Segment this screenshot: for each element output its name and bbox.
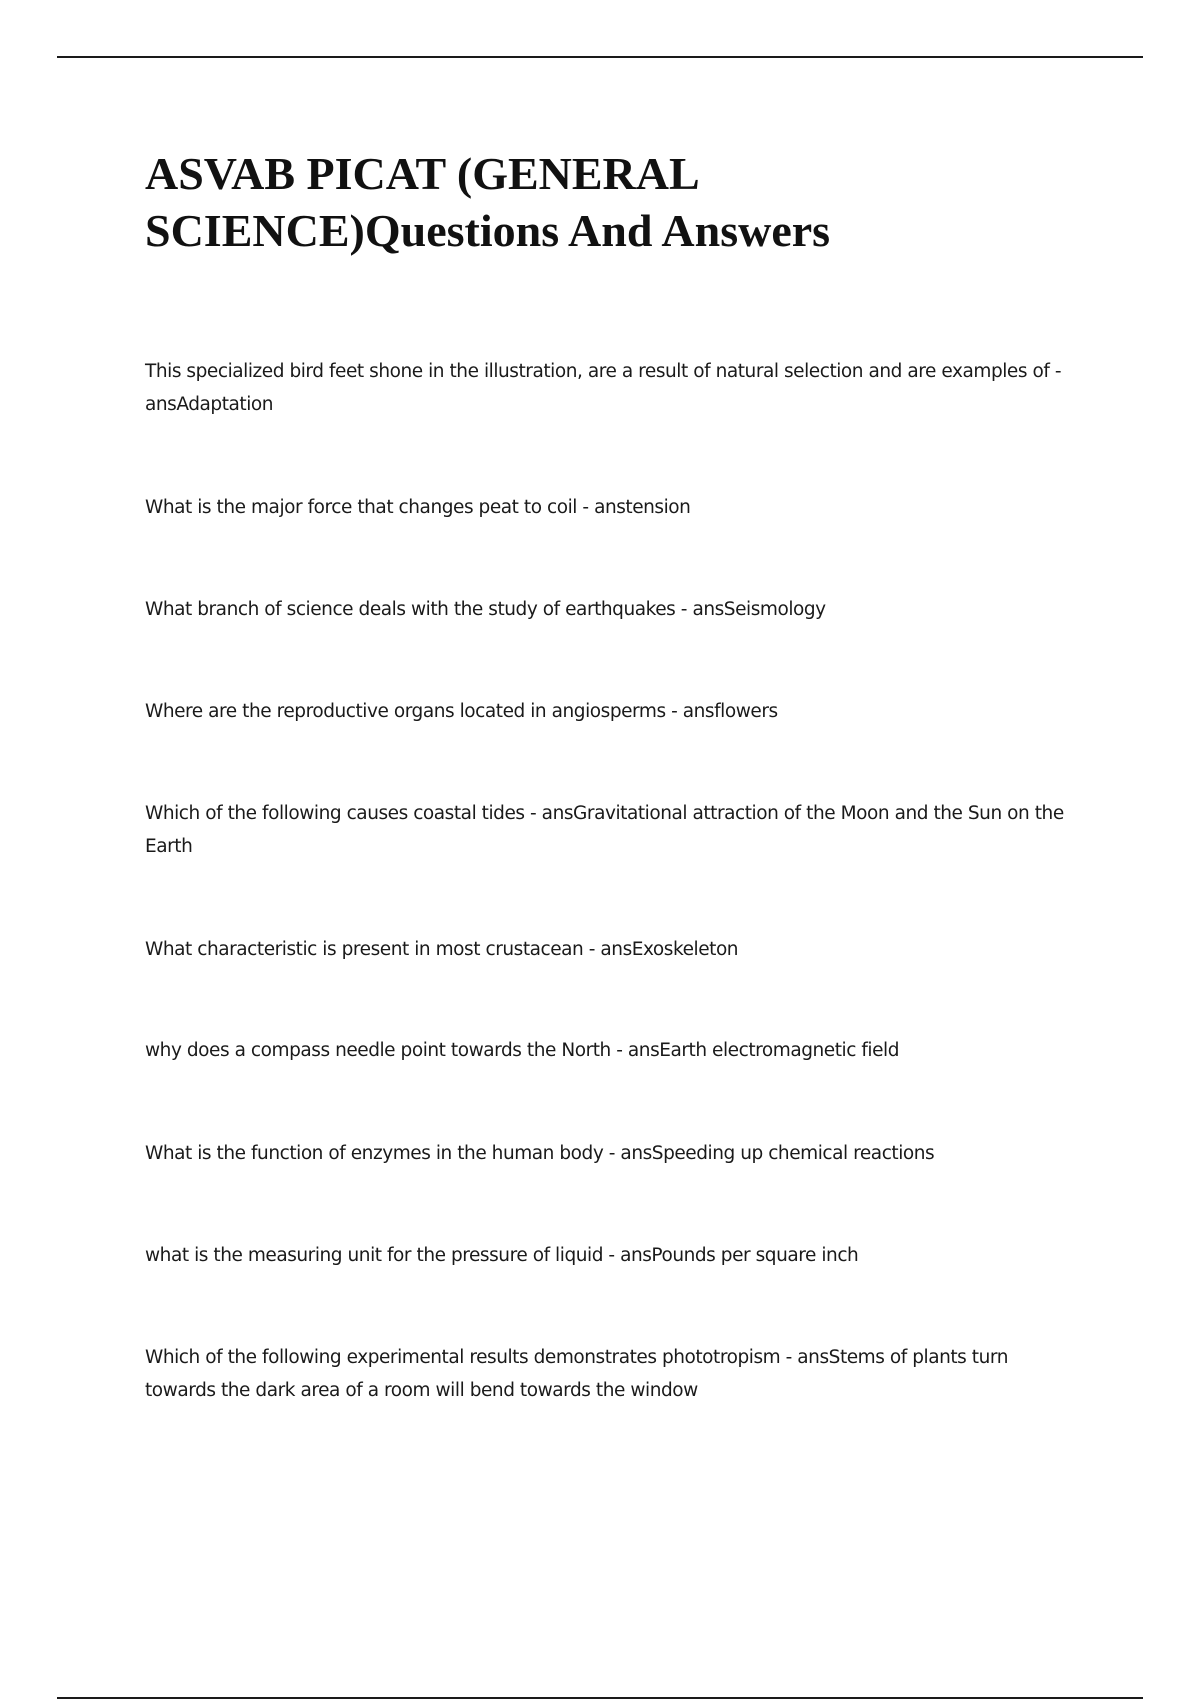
top-divider — [57, 56, 1143, 58]
bottom-divider — [57, 1697, 1143, 1699]
qa-item-10: Which of the following experimental results demonstrates phototropism - ansStems of plants turn towards the dark area of a room will bend towards the window — [145, 1347, 1008, 1401]
qa-item-2: What is the major force that changes peat to coil - anstension — [145, 497, 691, 518]
qa-item-4: Where are the reproductive organs located in angiosperms - ansflowers — [145, 701, 778, 722]
qa-item-6: What characteristic is present in most crustacean - ansExoskeleton — [145, 939, 739, 960]
document-title: ASVAB PICAT (GENERAL SCIENCE)Questions And Answers — [145, 148, 831, 256]
qa-item-1: This specialized bird feet shone in the illustration, are a result of natural selection and are examples of - ansAdaptation — [145, 361, 1062, 415]
qa-item-5: Which of the following causes coastal tides - ansGravitational attraction of the Moon and the Sun on the Earth — [145, 803, 1064, 857]
qa-item-7: why does a compass needle point towards the North - ansEarth electromagnetic field — [145, 1040, 900, 1061]
qa-item-8: What is the function of enzymes in the human body - ansSpeeding up chemical reactions — [145, 1143, 935, 1164]
qa-item-9: what is the measuring unit for the pressure of liquid - ansPounds per square inch — [145, 1245, 859, 1266]
qa-item-3: What branch of science deals with the study of earthquakes - ansSeismology — [145, 599, 826, 620]
